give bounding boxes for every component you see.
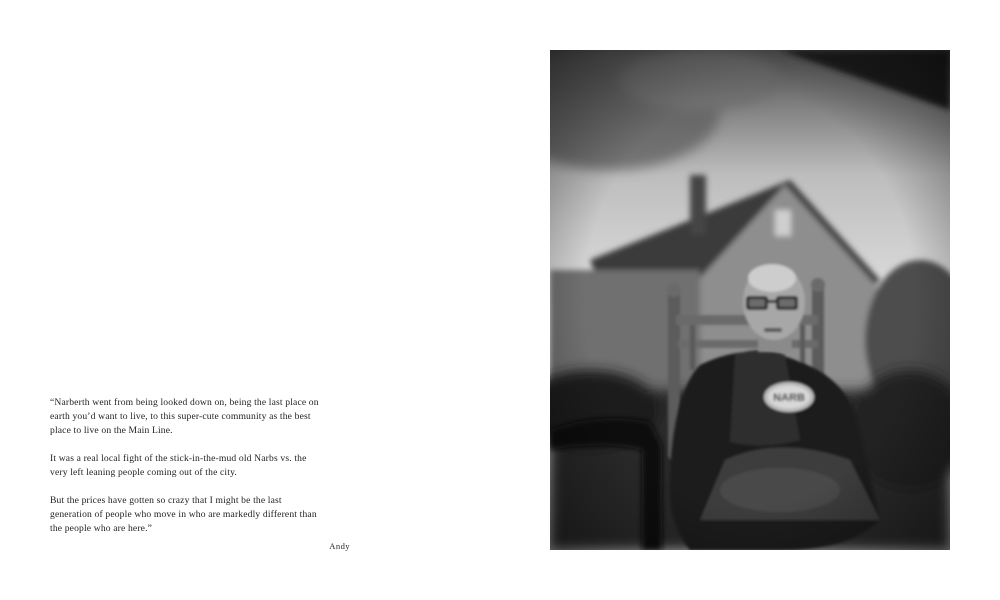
quote-paragraph-2: It was a real local fight of the stick-in-the-mud old Narbs vs. the very left leaning people coming out of the city. — [50, 453, 307, 478]
portrait-photo-illustration — [550, 50, 950, 550]
portrait-photo — [550, 50, 950, 550]
quote-paragraph-3: But the prices have gotten so crazy that I might be the last generation of people who move in who are markedly different than the people who are here.” — [50, 495, 317, 534]
quote-paragraph-1: “Narberth went from being looked down on, being the last place on earth you’d want to live, to this super-cute community as the best place to live on the Main Line. — [50, 397, 319, 436]
quote-attribution: Andy — [329, 541, 350, 551]
quote-text-block — [50, 396, 350, 550]
